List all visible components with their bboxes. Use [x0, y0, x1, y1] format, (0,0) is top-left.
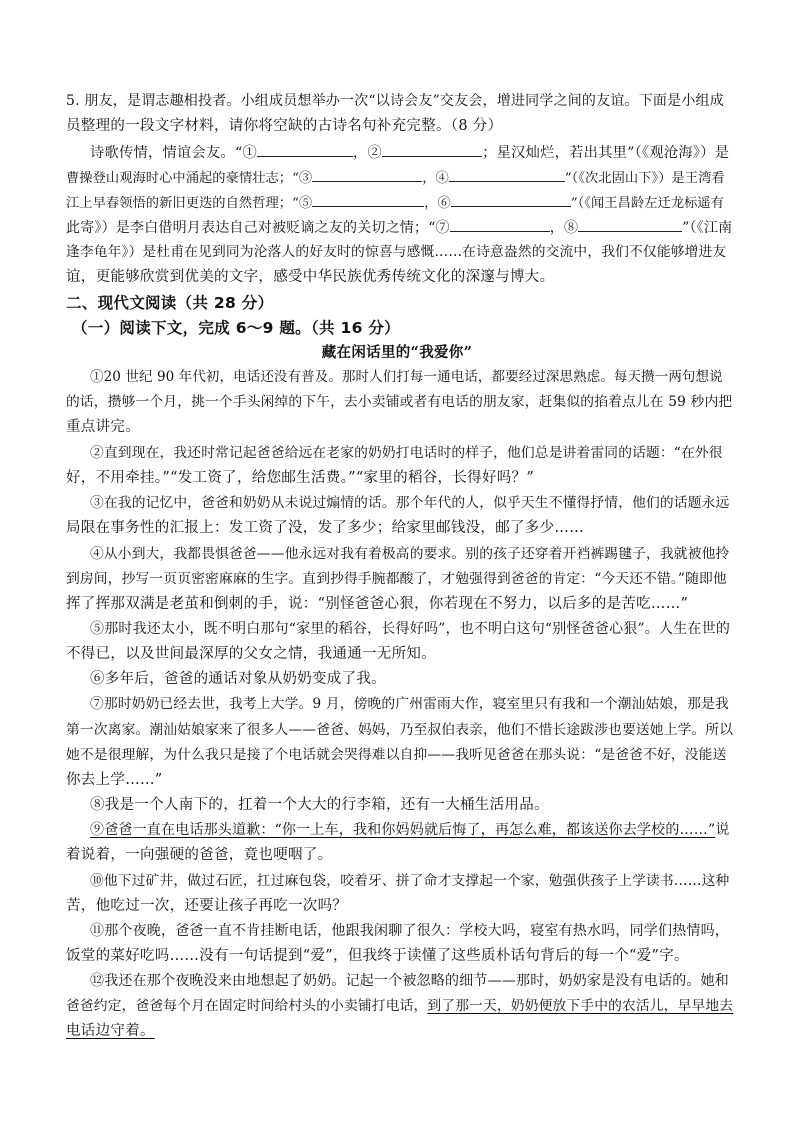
- para-7-line-4: 你去上学……”: [66, 772, 163, 788]
- para-2-line-2: 好，不用牵挂。”“发工资了，给您邮生活费。”“家里的稻谷，长得好吗？”: [66, 470, 535, 486]
- para-8-line-1: ⑧我是一个人南下的，扛着一个大大的行李箱，还有一大桶生活用品。: [90, 797, 549, 813]
- blank-8[interactable]: [578, 217, 682, 232]
- blank-3[interactable]: [312, 167, 422, 182]
- q5-para-line-5: 逢李龟年》）是杜甫在见到同为沦落人的好友时的惊喜与感慨……在诗意盎然的交流中，我们不仅能够增进友: [66, 244, 727, 260]
- section-heading: 二、现代文阅读（共 28 分）: [66, 294, 274, 312]
- para-1-line-3: 重点讲完。: [66, 419, 140, 435]
- q5-para-line-3: [66, 192, 732, 214]
- blank-6[interactable]: [451, 192, 571, 207]
- q5-line-2: 员整理的一段文字材料，请你将空缺的古诗名句补充完整。（8 分）: [66, 118, 503, 134]
- para-9-line-2: 着说着，一向强硬的爸爸，竟也哽咽了。: [66, 847, 333, 863]
- blank-2[interactable]: [382, 142, 482, 157]
- para-3-line-1: ③在我的记忆中，爸爸和奶奶从未说过煽情的话。那个年代的人，似乎天生不懂得抒情，他们的话题永远: [90, 495, 730, 511]
- para-4-line-3: 挥了挥那双满是老茧和倒刺的手，说：“别怪爸爸心狠，你若现在不努力，以后多的是苦吃……”: [66, 596, 689, 612]
- para-4-line-1: ④从小到大，我都畏惧爸爸——他永远对我有着极高的要求。别的孩子还穿着开裆裤踢毽子，我就被他拎: [90, 546, 730, 562]
- text: 诗歌传情，情谊会友。“①: [90, 145, 258, 161]
- para-7-line-2: 第一次离家。潮汕姑娘家来了很多人——爸爸、妈妈，乃至叔伯表亲，他们不惜长途跋涉也要送她上学。所以: [66, 722, 734, 738]
- para-10-line-1: ⑩他下过矿井，做过石匠，扛过麻包袋，咬着牙、拼了命才支撑起一个家，勉强供孩子上学读书……这种: [90, 873, 730, 889]
- para-7-line-3: 她不是很理解，为什么我只是接了个电话就会哭得难以自抑——我听见爸爸在那头说：“是爸爸不好，没能送: [66, 747, 727, 763]
- text: ”（《闻王昌龄左迁龙标遥有: [570, 196, 725, 211]
- text: ”（《次北固山下》）是王湾看: [564, 171, 725, 186]
- text: 爸爸约定，爸爸每个月在固定时间给村头的小卖铺打电话，: [66, 998, 428, 1014]
- underlined-sentence: ⑨爸爸一直在电话那头道歉：“你一上车，我和你妈妈就后悔了，再怎么难，都该送你去学校的……”: [90, 822, 716, 838]
- q5-para-line-1: [90, 142, 732, 163]
- article-title: 藏在闲话里的“我爱你”: [321, 344, 473, 361]
- para-9-line-1: [90, 820, 732, 840]
- underlined-sentence: 电话边守着。: [66, 1023, 155, 1039]
- text: ；星汉灿烂，若出其里”（《观沧海》）是: [482, 145, 730, 161]
- text: 曹操登山观海时心中涌起的豪情壮志；“③: [66, 171, 313, 186]
- para-12-line-3: [66, 1021, 732, 1041]
- text: ，②: [353, 145, 383, 161]
- q5-line-1: 5. 朋友，是谓志趣相投者。小组成员想举办一次“以诗会友”交友会，增进同学之间的友谊。下面是小组成: [66, 93, 724, 109]
- para-7-line-1: ⑦那时奶奶已经去世，我考上大学。9 月，傍晚的广州雷雨大作，寝室里只有我和一个潮汕姑娘，那是我: [90, 696, 729, 712]
- para-12-line-2: [66, 996, 732, 1016]
- subsection-heading: （一）阅读下文，完成 6～9 题。（共 16 分）: [72, 319, 400, 337]
- text: ，⑥: [424, 196, 451, 211]
- text: 说: [715, 822, 730, 838]
- text: ，⑧: [549, 220, 579, 236]
- para-2-line-1: ②直到现在，我还时常记起爸爸给远在老家的奶奶打电话时的样子，他们总是讲着雷同的话题：“在外很: [90, 445, 723, 461]
- blank-1[interactable]: [257, 142, 353, 157]
- para-6-line-1: ⑥多年后，爸爸的通话对象从奶奶变成了我。: [90, 671, 386, 687]
- para-10-line-2: 苦，他吃过一次，还要让孩子再吃一次吗？: [66, 898, 348, 914]
- text: 江上早春领悟的新旧更迭的自然哲理；“⑤: [66, 196, 313, 211]
- text: 此寄》）是李白借明月表达自己对被贬谪之友的关切之情；“⑦: [66, 220, 450, 236]
- para-4-line-2: 到房间，抄写一页页密密麻麻的生字。直到抄得手腕都酸了，才勉强得到爸爸的肯定：“今天还不错。”随即他: [66, 571, 727, 587]
- q5-para-line-2: [66, 167, 732, 189]
- q5-para-line-4: [66, 217, 732, 238]
- blank-4[interactable]: [449, 167, 565, 182]
- para-5-line-1: ⑤那时我还太小，既不明白那句“家里的稻谷，长得好吗”，也不明白这句“别怪爸爸心狠”。人生在世的: [90, 621, 731, 637]
- para-12-line-1: ⑫我还在那个夜晚没来由地想起了奶奶。记起一个被忽略的细节——那时，奶奶家是没有电话的。她和: [90, 973, 729, 989]
- text: ”（《江南: [682, 220, 733, 236]
- para-3-line-2: 局限在事务性的汇报上：发工资了没，发了多少；给家里邮钱没，邮了多少……: [66, 520, 584, 536]
- para-1-line-1: ①20 世纪 90 年代初，电话还没有普及。那时人们打每一通电话，都要经过深思熟虑。每天攒一两句想说: [90, 369, 723, 385]
- text: ，④: [422, 171, 449, 186]
- para-1-line-2: 的话，攒够一个月，挑一个手头闲绰的下午，去小卖铺或者有电话的朋友家，赶集似的掐着点儿在 59 秒内把: [66, 394, 733, 410]
- underlined-sentence: 到了那一天，奶奶便放下手中的农活儿，早早地去: [427, 998, 734, 1014]
- para-11-line-2: 饭堂的菜好吃吗……没有一句话提到“爱”，但我终于读懂了这些质朴话句背后的每一个“爱”字。: [66, 948, 689, 964]
- blank-7[interactable]: [450, 217, 550, 232]
- q5-para-line-6: 谊，更能够欣赏到优美的文字，感受中华民族优秀传统文化的深邃与博大。: [66, 269, 555, 285]
- para-11-line-1: ⑪那个夜晚，爸爸一直不肯挂断电话，他跟我闲聊了很久：学校大吗，寝室有热水吗，同学们热情吗，: [90, 923, 729, 939]
- blank-5[interactable]: [312, 192, 424, 207]
- para-5-line-2: 不得已，以及世间最深厚的父女之情，我通通一无所知。: [66, 646, 436, 662]
